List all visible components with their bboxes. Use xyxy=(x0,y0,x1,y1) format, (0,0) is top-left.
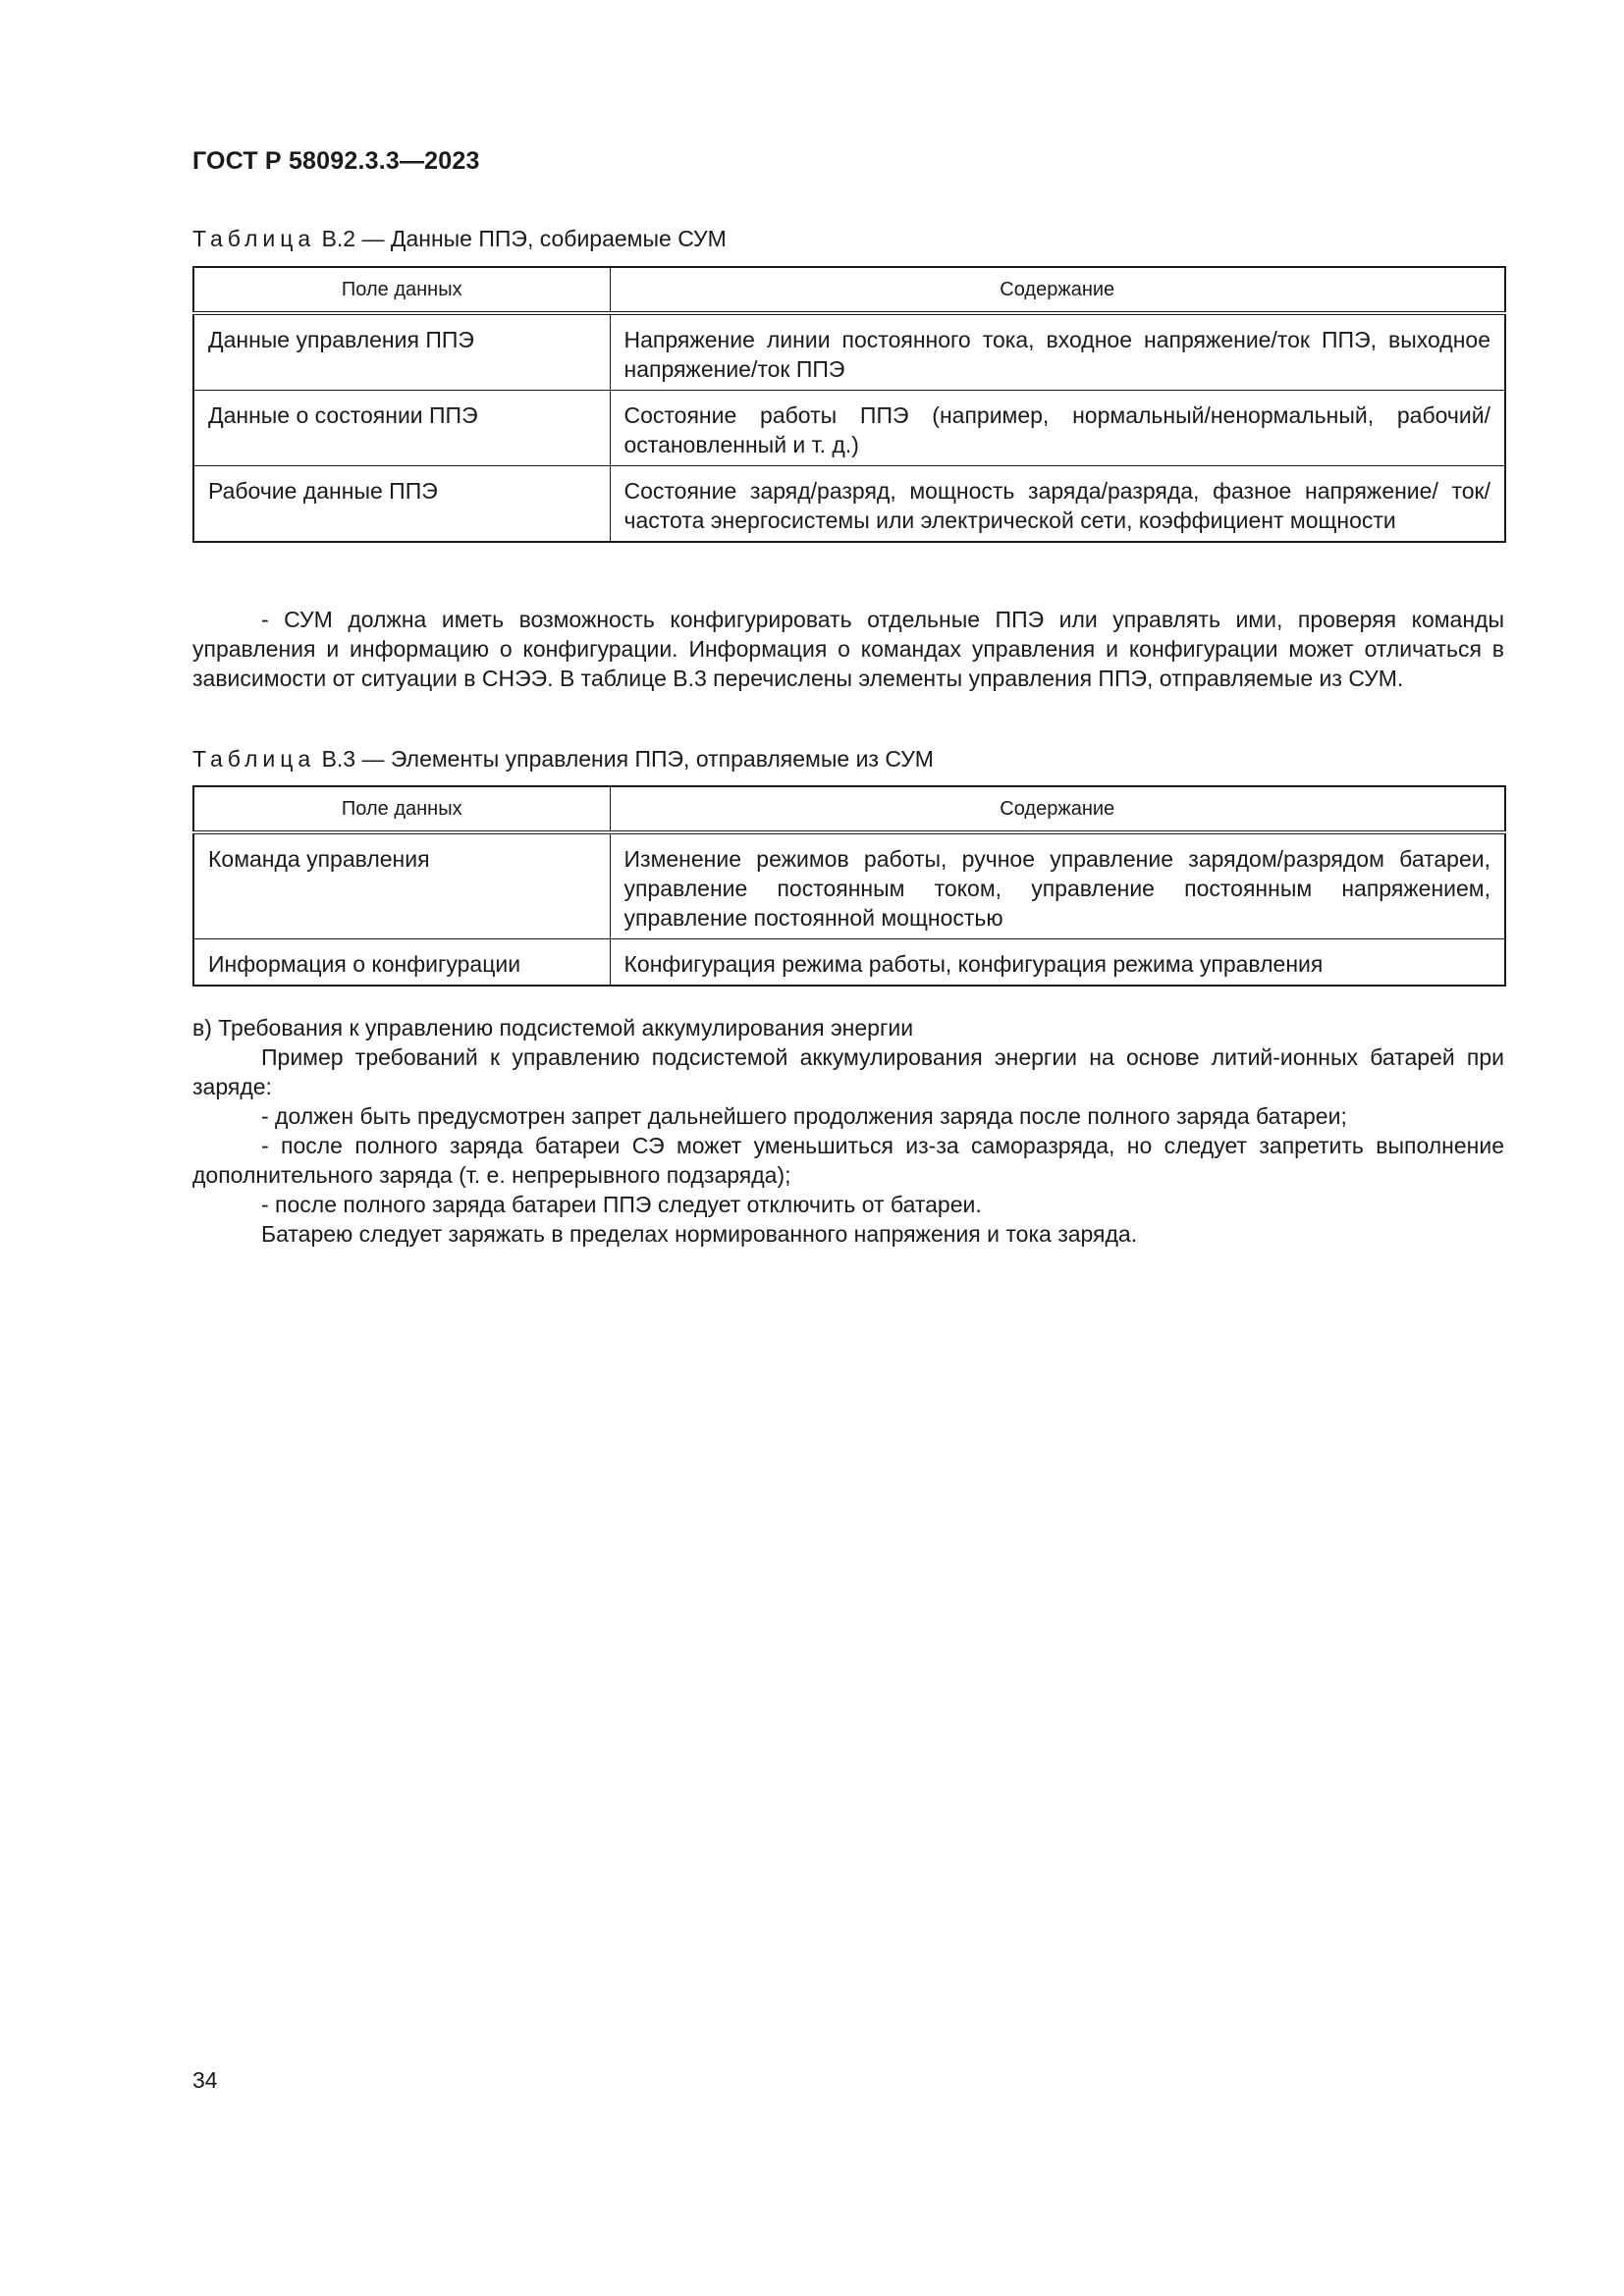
table-row xyxy=(193,391,1505,466)
table-header-row xyxy=(193,267,1505,313)
body-paragraph: - СУМ должна иметь возможность конфигурировать отдельные ППЭ или управлять ими, проверяя команды управления и информацию о конфигурации. Информация о командах управления и конфигурации может отличаться в зависимости от ситуации в СНЭЭ. В таблице В.3 перечислены элементы управления ППЭ, отправляемые из СУМ. xyxy=(192,607,1504,691)
table-b3-caption-prefix: Таблица xyxy=(192,746,316,772)
cell-field: Рабочие данные ППЭ xyxy=(193,466,610,543)
column-header-content: Содержание xyxy=(610,786,1505,832)
cell-content: Состояние работы ППЭ (например, нормальный/ненормальный, рабочий/ остановленный и т. д.) xyxy=(610,391,1505,466)
closing-paragraph: Батарею следует заряжать в пределах нормированного напряжения и тока заряда. xyxy=(261,1221,1138,1247)
table-b2-caption-text: В.2 — Данные ППЭ, собираемые СУМ xyxy=(315,226,727,251)
list-item: - должен быть предусмотрен запрет дальнейшего продолжения заряда после полного заряда батареи; xyxy=(261,1103,1347,1129)
page-number: 34 xyxy=(192,2067,218,2093)
cell-content: Конфигурация режима работы, конфигурация режима управления xyxy=(610,939,1505,987)
section-heading: в) Требования к управлению подсистемой аккумулирования энергии xyxy=(192,1015,914,1041)
table-b2-caption-prefix: Таблица xyxy=(192,226,316,251)
table-b2 xyxy=(192,266,1506,543)
cell-field: Данные управления ППЭ xyxy=(193,313,610,391)
cell-content: Напряжение линии постоянного тока, входное напряжение/ток ППЭ, выходное напряжение/ток ППЭ xyxy=(610,313,1505,391)
list-item: - после полного заряда батареи ППЭ следует отключить от батареи. xyxy=(261,1192,982,1217)
table-row xyxy=(193,466,1505,543)
table-b3 xyxy=(192,785,1506,987)
cell-field: Команда управления xyxy=(193,832,610,939)
table-b2-caption xyxy=(192,224,727,253)
table-header-row xyxy=(193,786,1505,832)
document-header: ГОСТ Р 58092.3.3—2023 xyxy=(192,147,480,175)
table-row xyxy=(193,313,1505,391)
column-header-field: Поле данных xyxy=(193,786,610,832)
column-header-field: Поле данных xyxy=(193,267,610,313)
cell-field: Данные о состоянии ППЭ xyxy=(193,391,610,466)
example-paragraph: Пример требований к управлению подсистемой аккумулирования энергии на основе литий-ионных батарей при заряде: xyxy=(192,1044,1504,1099)
table-b3-caption xyxy=(192,744,934,774)
cell-content: Состояние заряд/разряд, мощность заряда/разряда, фазное напряжение/ ток/частота энергосистемы или электрической сети, коэффициент мощности xyxy=(610,466,1505,543)
cell-content: Изменение режимов работы, ручное управление зарядом/разрядом батареи, управление постоянным током, управление постоянным напряжением, управление постоянной мощностью xyxy=(610,832,1505,939)
column-header-content: Содержание xyxy=(610,267,1505,313)
table-b3-caption-text: В.3 — Элементы управления ППЭ, отправляемые из СУМ xyxy=(315,746,934,772)
table-row xyxy=(193,832,1505,939)
list-item: - после полного заряда батареи СЭ может уменьшиться из-за саморазряда, но следует запретить выполнение дополнительного заряда (т. е. непрерывного подзаряда); xyxy=(192,1133,1504,1188)
cell-field: Информация о конфигурации xyxy=(193,939,610,987)
table-row xyxy=(193,939,1505,987)
